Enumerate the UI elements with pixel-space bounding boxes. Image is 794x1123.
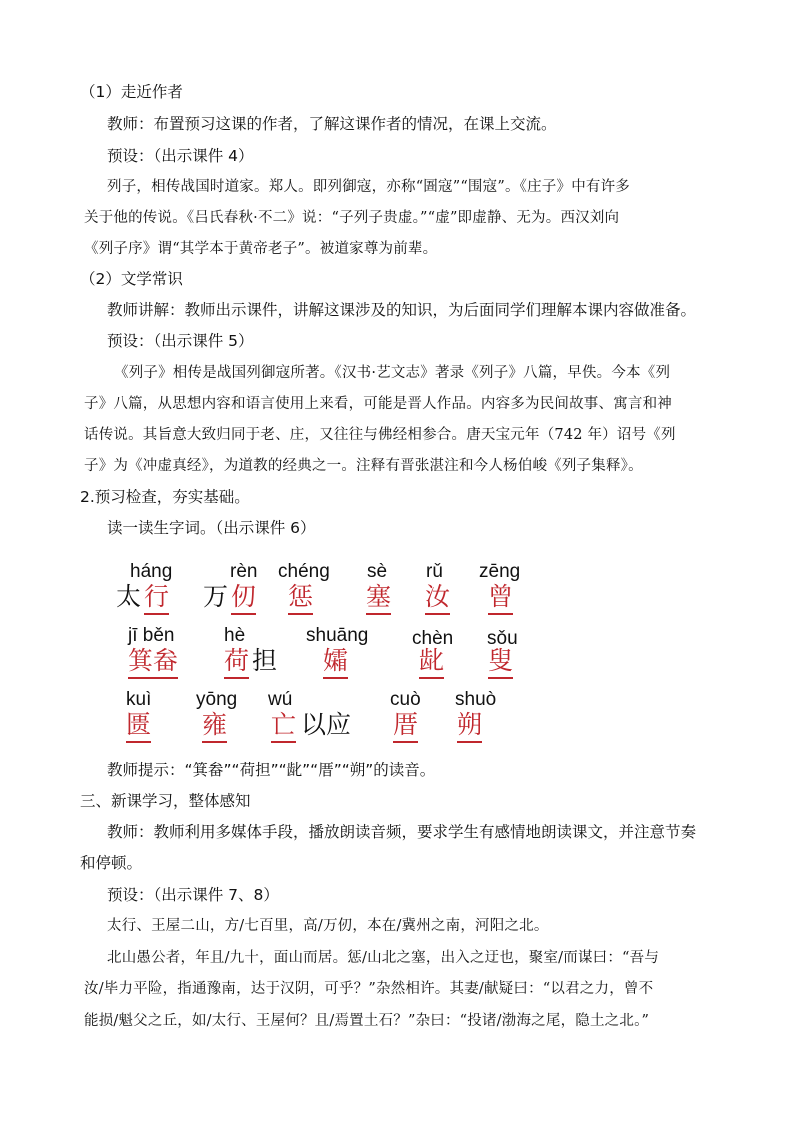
instruction-text: 读一读生字词。（出示课件 6）: [107, 519, 316, 537]
vocab-char-highlight: 龀: [419, 646, 444, 679]
teacher-instruction: 教师：教师利用多媒体手段，播放朗读音频，要求学生有感情地朗读课文，并注意节奏: [107, 823, 697, 841]
vocab-char-highlight: 曾: [488, 582, 513, 615]
pinyin: sè: [367, 561, 388, 582]
paragraph-line: 太行、王屋二山，方/七百里，高/万仞，本在/冀州之南，河阳之北。: [107, 918, 549, 934]
pinyin: rèn: [230, 561, 258, 582]
vocab-char-highlight: 雍: [202, 710, 227, 743]
teacher-instruction: 和停顿。: [80, 854, 143, 872]
section-heading-author: （1）走近作者: [80, 83, 183, 101]
paragraph-line: 关于他的传说。《吕氏春秋·不二》说：“子列子贵虚。”“虚”即虚静、无为。西汉刘向: [84, 210, 620, 226]
pinyin: zēng: [479, 561, 521, 582]
pinyin: rǔ: [426, 561, 443, 582]
teacher-tip: 教师提示：“箕畚”“荷担”“龀”“厝”“朔”的读音。: [107, 761, 436, 779]
vocab-char-highlight: 惩: [288, 582, 313, 615]
paragraph-line: 子》八篇，从思想内容和语言使用上来看，可能是晋人作品。内容多为民间故事、寓言和神: [84, 396, 672, 412]
vocab-char: 以应: [301, 710, 352, 739]
vocab-char-highlight: 塞: [366, 582, 391, 615]
pinyin: cuò: [390, 689, 421, 710]
teacher-instruction: 教师：布置预习这课的作者，了解这课作者的情况，在课上交流。: [107, 115, 557, 133]
preset-label: 预设：（出示课件 4）: [107, 147, 254, 165]
paragraph-line: 列子，相传战国时道家。郑人。即列御寇，亦称“圄寇”“围寇”。《庄子》中有许多: [107, 179, 630, 195]
vocab-char-highlight: 行: [144, 582, 169, 615]
pinyin: sǒu: [487, 628, 518, 649]
pinyin: háng: [130, 561, 173, 582]
pinyin: hè: [224, 625, 246, 646]
vocab-char-highlight: 箕畚: [128, 646, 178, 679]
paragraph-line: 子》为《冲虚真经》，为道教的经典之一。注释有晋张湛注和今人杨伯峻《列子集释》。: [84, 458, 643, 474]
vocab-char-highlight: 荷: [224, 646, 249, 679]
vocab-char: 万: [203, 582, 229, 611]
vocab-char-highlight: 匮: [126, 710, 151, 743]
paragraph-line: 《列子序》谓“其学本于黄帝老子”。被道家尊为前辈。: [84, 241, 438, 257]
vocab-char-highlight: 孀: [323, 646, 348, 679]
vocab-char-highlight: 厝: [393, 710, 418, 743]
vocab-char-highlight: 叟: [488, 646, 513, 679]
paragraph-line: 话传说。其旨意大致归同于老、庄，又往往与佛经相参合。唐天宝元年（742 年）诏号《列: [84, 427, 676, 443]
pinyin: kuì: [126, 689, 152, 710]
pinyin: yōng: [196, 689, 238, 710]
vocab-char-highlight: 仞: [231, 582, 256, 615]
vocab-char-highlight: 汝: [425, 582, 450, 615]
paragraph-line: 能损/魁父之丘，如/太行、王屋何？且/焉置土石？”杂曰：“投诸/渤海之尾，隐土之北。”: [84, 1013, 650, 1029]
preset-label: 预设：（出示课件 5）: [107, 332, 254, 350]
vocab-char-highlight: 朔: [457, 710, 482, 743]
paragraph-line: 北山愚公者，年且/九十，面山而居。惩/山北之塞，出入之迂也，聚室/而谋曰：“吾与: [107, 950, 660, 966]
pinyin: chèn: [412, 628, 454, 649]
vocab-char: 担: [252, 646, 278, 675]
pinyin: jī běn: [128, 625, 175, 646]
paragraph-line: 《列子》相传是战国列御寇所著。《汉书·艺文志》著录《列子》八篇，早佚。今本《列: [114, 365, 671, 381]
teacher-instruction: 教师讲解：教师出示课件，讲解这课涉及的知识，为后面同学们理解本课内容做准备。: [107, 301, 697, 319]
section-heading-preview: 2.预习检查，夯实基础。: [80, 488, 250, 506]
section-heading-new-lesson: 三、新课学习，整体感知: [80, 792, 251, 810]
pinyin: shuò: [455, 689, 497, 710]
pinyin: shuāng: [306, 625, 369, 646]
vocab-char-highlight: 亡: [271, 710, 296, 743]
vocab-char: 太: [116, 582, 142, 611]
pinyin: chéng: [278, 561, 330, 582]
paragraph-line: 汝/毕力平险，指通豫南，达于汉阴，可乎？”杂然相许。其妻/献疑曰：“以君之力，曾不: [84, 981, 654, 997]
section-heading-literature: （2）文学常识: [80, 270, 183, 288]
preset-label: 预设：（出示课件 7、8）: [107, 886, 279, 904]
pinyin: wú: [268, 689, 293, 710]
